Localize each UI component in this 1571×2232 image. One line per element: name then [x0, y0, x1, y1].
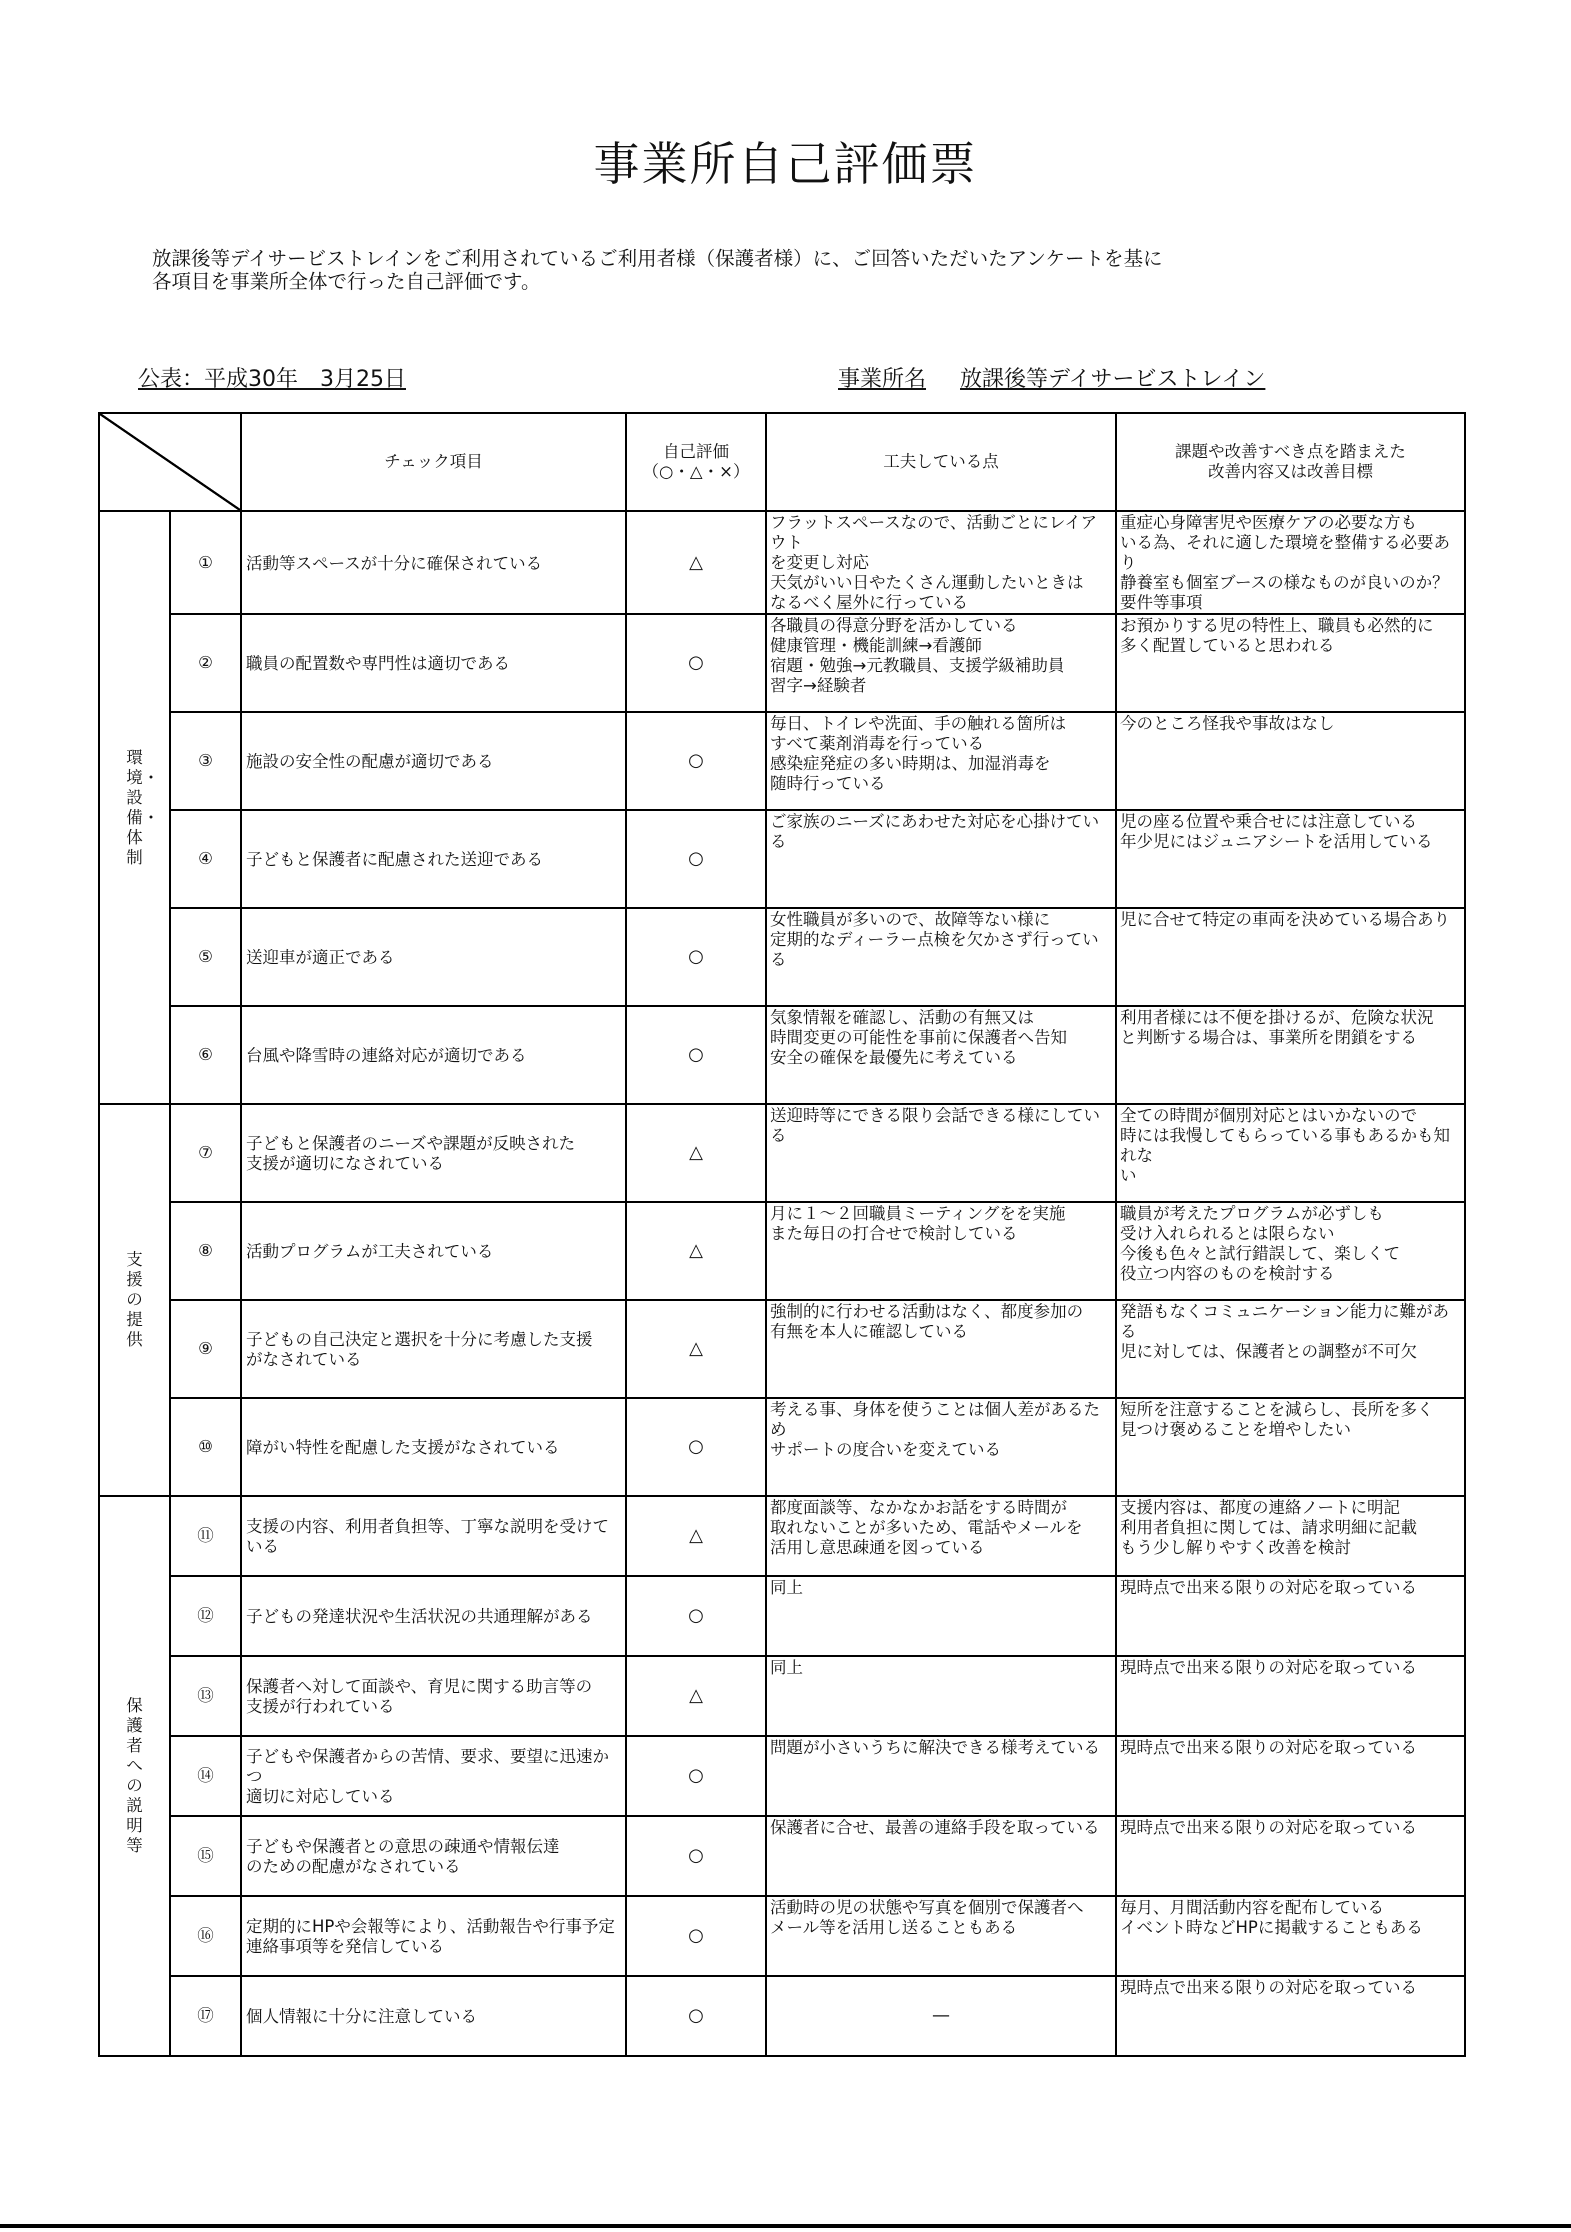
check-item: 子どもの発達状況や生活状況の共通理解がある [241, 1576, 626, 1656]
table-row [99, 810, 1465, 908]
evaluation-table [98, 412, 1466, 2057]
row-number: ⑤ [170, 908, 241, 1006]
category-cell [99, 1496, 170, 2056]
check-item: 活動プログラムが工夫されている [241, 1202, 626, 1300]
self-eval: △ [626, 1656, 766, 1736]
table-row [99, 614, 1465, 712]
ingenuity-text: 同上 [766, 1656, 1116, 1736]
self-eval: △ [626, 1300, 766, 1398]
table-row [99, 1816, 1465, 1896]
row-number: ⑩ [170, 1398, 241, 1496]
table-row [99, 1398, 1465, 1496]
ingenuity-text: 各職員の得意分野を活かしている 健康管理・機能訓練→看護師 宿題・勉強→元教職員、支援学級補助員 習字→経験者 [766, 614, 1116, 712]
ingenuity-text: 同上 [766, 1576, 1116, 1656]
check-item: 職員の配置数や専門性は適切である [241, 614, 626, 712]
ingenuity-text: 活動時の児の状態や写真を個別で保護者へ メール等を活用し送ることもある [766, 1896, 1116, 1976]
row-number: ⑫ [170, 1576, 241, 1656]
check-item: 施設の安全性の配慮が適切である [241, 712, 626, 810]
check-item: 障がい特性を配慮した支援がなされている [241, 1398, 626, 1496]
office-name: 放課後等デイサービストレイン [960, 367, 1266, 392]
ingenuity-text: 気象情報を確認し、活動の有無又は 時間変更の可能性を事前に保護者へ告知 安全の確保を最優先に考えている [766, 1006, 1116, 1104]
check-item: 台風や降雪時の連絡対応が適切である [241, 1006, 626, 1104]
category-label: 環境・設備・体制 [126, 747, 160, 867]
table-row [99, 1006, 1465, 1104]
ingenuity-text: ご家族のニーズにあわせた対応を心掛けている [766, 810, 1116, 908]
table-row [99, 1896, 1465, 1976]
self-eval: ○ [626, 1576, 766, 1656]
ingenuity-text: 考える事、身体を使うことは個人差があるため サポートの度合いを変えている [766, 1398, 1116, 1496]
issues-text: 現時点で出来る限りの対応を取っている [1116, 1816, 1465, 1896]
ingenuity-text: フラットスペースなので、活動ごとにレイアウト を変更し対応 天気がいい日やたくさん運動したいときは なるべく屋外に行っている [766, 511, 1116, 614]
row-number: ⑬ [170, 1656, 241, 1736]
check-item: 保護者へ対して面談や、育児に関する助言等の 支援が行われている [241, 1656, 626, 1736]
office-label: 事業所名 [838, 367, 927, 392]
table-row [99, 1656, 1465, 1736]
table-row [99, 1496, 1465, 1576]
ingenuity-text: 毎日、トイレや洗面、手の触れる箇所は すべて薬剤消毒を行っている 感染症発症の多い時期は、加湿消毒を 随時行っている [766, 712, 1116, 810]
ingenuity-text: 都度面談等、なかなかお話をする時間が 取れないことが多いため、電話やメールを 活用し意思疎通を図っている [766, 1496, 1116, 1576]
check-item: 個人情報に十分に注意している [241, 1976, 626, 2056]
table-row [99, 1104, 1465, 1202]
table-row [99, 1976, 1465, 2056]
check-item: 支援の内容、利用者負担等、丁寧な説明を受けている [241, 1496, 626, 1576]
header-ingenuity: 工夫している点 [766, 413, 1116, 511]
issues-text: 短所を注意することを減らし、長所を多く 見つけ褒めることを増やしたい [1116, 1398, 1465, 1496]
row-number: ① [170, 511, 241, 614]
category-label: 支援の提供 [126, 1250, 143, 1349]
table-row [99, 1202, 1465, 1300]
self-eval: ○ [626, 1976, 766, 2056]
issues-text: 毎月、月間活動内容を配布している イベント時などHPに掲載することもある [1116, 1896, 1465, 1976]
header-check-item: チェック項目 [241, 413, 626, 511]
row-number: ⑨ [170, 1300, 241, 1398]
ingenuity-text: 問題が小さいうちに解決できる様考えている [766, 1736, 1116, 1816]
issues-text: 発語もなくコミュニケーション能力に難がある 児に対しては、保護者との調整が不可欠 [1116, 1300, 1465, 1398]
issues-text: 重症心身障害児や医療ケアの必要な方も いる為、それに適した環境を整備する必要あり 静養室も個室ブースの様なものが良いのか？ 要件等事項 [1116, 511, 1465, 614]
check-item: 定期的にHPや会報等により、活動報告や行事予定 連絡事項等を発信している [241, 1896, 626, 1976]
row-number: ④ [170, 810, 241, 908]
self-eval: ○ [626, 614, 766, 712]
row-number: ⑦ [170, 1104, 241, 1202]
ingenuity-text: — [766, 1976, 1116, 2056]
header-self-eval: 自己評価 （○・△・×） [626, 413, 766, 511]
issues-text: 現時点で出来る限りの対応を取っている [1116, 1576, 1465, 1656]
issues-text: 利用者様には不便を掛けるが、危険な状況 と判断する場合は、事業所を閉鎖をする [1116, 1006, 1465, 1104]
table-row [99, 1300, 1465, 1398]
ingenuity-text: 月に１～２回職員ミーティングをを実施 また毎日の打合せで検討している [766, 1202, 1116, 1300]
self-eval: ○ [626, 712, 766, 810]
header-issues: 課題や改善すべき点を踏まえた 改善内容又は改善目標 [1116, 413, 1465, 511]
self-eval: ○ [626, 1736, 766, 1816]
issues-text: 児の座る位置や乗合せには注意している 年少児にはジュニアシートを活用している [1116, 810, 1465, 908]
self-eval: ○ [626, 908, 766, 1006]
table-row [99, 712, 1465, 810]
check-item: 子どもや保護者との意思の疎通や情報伝達 のための配慮がなされている [241, 1816, 626, 1896]
self-eval: △ [626, 1202, 766, 1300]
issues-text: 現時点で出来る限りの対応を取っている [1116, 1736, 1465, 1816]
intro-text [152, 247, 1163, 293]
self-eval: ○ [626, 810, 766, 908]
self-eval: △ [626, 1496, 766, 1576]
table-row [99, 1576, 1465, 1656]
issues-text: 支援内容は、都度の連絡ノートに明記 利用者負担に関しては、請求明細に記載 もう少し解りやすく改善を検討 [1116, 1496, 1465, 1576]
table-body [99, 511, 1465, 2056]
self-eval: ○ [626, 1896, 766, 1976]
issues-text: 今のところ怪我や事故はなし [1116, 712, 1465, 810]
check-item: 子どもと保護者のニーズや課題が反映された 支援が適切になされている [241, 1104, 626, 1202]
issues-text: お預かりする児の特性上、職員も必然的に 多く配置していると思われる [1116, 614, 1465, 712]
self-eval: ○ [626, 1398, 766, 1496]
row-number: ③ [170, 712, 241, 810]
page-title: 事業所自己評価票 [593, 137, 978, 191]
publication-date: 公表：平成30年 3月25日 [138, 367, 406, 392]
intro-line-2: 各項目を事業所全体で行った自己評価です。 [152, 270, 541, 293]
category-cell [99, 1104, 170, 1496]
row-number: ⑥ [170, 1006, 241, 1104]
intro-line-1: 放課後等デイサービストレインをご利用されているご利用者様（保護者様）に、ご回答いただいたアンケートを基に [152, 247, 1163, 270]
row-number: ⑪ [170, 1496, 241, 1576]
self-eval: △ [626, 511, 766, 614]
ingenuity-text: 強制的に行わせる活動はなく、都度参加の 有無を本人に確認している [766, 1300, 1116, 1398]
row-number: ⑰ [170, 1976, 241, 2056]
check-item: 子どもと保護者に配慮された送迎である [241, 810, 626, 908]
issues-text: 現時点で出来る限りの対応を取っている [1116, 1976, 1465, 2056]
ingenuity-text: 女性職員が多いので、故障等ない様に 定期的なディーラー点検を欠かさず行っている [766, 908, 1116, 1006]
check-item: 送迎車が適正である [241, 908, 626, 1006]
table-row [99, 1736, 1465, 1816]
check-item: 子どもの自己決定と選択を十分に考慮した支援 がなされている [241, 1300, 626, 1398]
check-item: 活動等スペースが十分に確保されている [241, 511, 626, 614]
self-eval: ○ [626, 1816, 766, 1896]
self-eval: ○ [626, 1006, 766, 1104]
table-row [99, 908, 1465, 1006]
issues-text: 全ての時間が個別対応とはいかないので 時には我慢してもらっている事もあるかも知れな い [1116, 1104, 1465, 1202]
row-number: ⑮ [170, 1816, 241, 1896]
issues-text: 現時点で出来る限りの対応を取っている [1116, 1656, 1465, 1736]
row-number: ⑭ [170, 1736, 241, 1816]
category-cell [99, 511, 170, 1104]
bottom-rule [0, 2224, 1571, 2228]
self-eval: △ [626, 1104, 766, 1202]
check-item: 子どもや保護者からの苦情、要求、要望に迅速かつ 適切に対応している [241, 1736, 626, 1816]
ingenuity-text: 保護者に合せ、最善の連絡手段を取っている [766, 1816, 1116, 1896]
row-number: ⑯ [170, 1896, 241, 1976]
office-info [838, 362, 1265, 393]
issues-text: 児に合せて特定の車両を決めている場合あり [1116, 908, 1465, 1006]
header-corner [99, 413, 241, 511]
issues-text: 職員が考えたプログラムが必ずしも 受け入れられるとは限らない 今後も色々と試行錯誤して、楽しくて 役立つ内容のものを検討する [1116, 1202, 1465, 1300]
table-row [99, 511, 1465, 614]
category-label: 保護者への説明等 [126, 1696, 143, 1855]
row-number: ⑧ [170, 1202, 241, 1300]
ingenuity-text: 送迎時等にできる限り会話できる様にしている [766, 1104, 1116, 1202]
row-number: ② [170, 614, 241, 712]
